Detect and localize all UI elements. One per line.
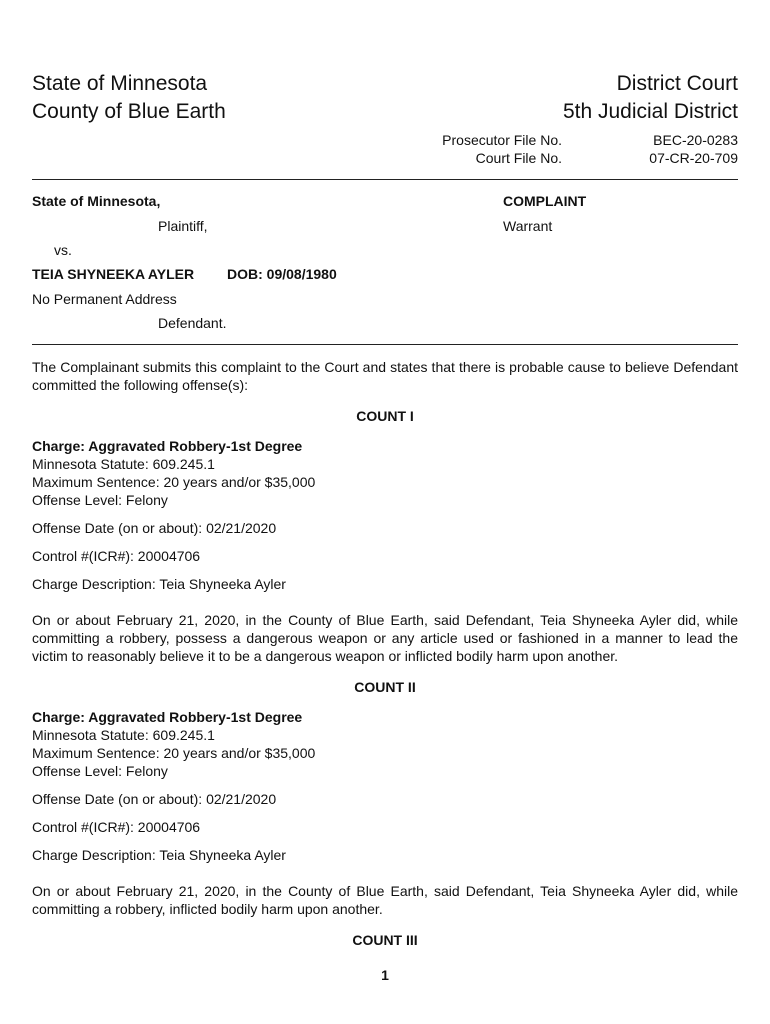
count-1-sentence: Maximum Sentence: 20 years and/or $35,000 <box>32 474 316 490</box>
count-1-title: COUNT I <box>356 408 414 424</box>
count-1-description: Charge Description: Teia Shyneeka Ayler <box>32 576 286 592</box>
defendant-name: TEIA SHYNEEKA AYLER <box>32 266 195 282</box>
prosecutor-file-row <box>428 131 738 149</box>
district-heading: 5th Judicial District <box>562 100 738 123</box>
complaint-intro: The Complainant submits this complaint to the Court and states that there is probable cause to believe Defendant committed the following offense(s): <box>32 359 738 393</box>
count-1-statute: Minnesota Statute: 609.245.1 <box>32 456 215 472</box>
plaintiff-role: Plaintiff, <box>158 218 208 234</box>
count-2-control-number: Control #(ICR#): 20004706 <box>32 819 201 835</box>
court-file-value: 07-CR-20-709 <box>649 150 738 166</box>
court-file-row <box>428 149 738 167</box>
jurisdiction <box>32 70 226 126</box>
court-heading: District Court <box>616 72 738 95</box>
count-2-narrative: On or about February 21, 2020, in the County of Blue Earth, said Defendant, Teia Shyneeka Ayler did, while committing a robbery, inflicted bodily harm upon another. <box>32 883 738 917</box>
prosecutor-file-label: Prosecutor File No. <box>442 132 562 148</box>
count-1-details <box>32 437 738 593</box>
document-subtype: Warrant <box>503 218 553 234</box>
court-info <box>563 70 738 126</box>
versus-label: vs. <box>54 242 72 258</box>
document-type: COMPLAINT <box>503 193 587 209</box>
page-number: 1 <box>381 967 389 983</box>
count-2-sentence: Maximum Sentence: 20 years and/or $35,000 <box>32 745 316 761</box>
count-2-statute: Minnesota Statute: 609.245.1 <box>32 727 215 743</box>
count-2-description: Charge Description: Teia Shyneeka Ayler <box>32 847 286 863</box>
count-2-title: COUNT II <box>354 679 416 695</box>
defendant-address: No Permanent Address <box>32 291 177 307</box>
defendant-dob: DOB: 09/08/1980 <box>227 266 337 282</box>
divider-top <box>32 179 738 180</box>
court-header <box>32 70 738 130</box>
defendant-role: Defendant. <box>158 315 227 331</box>
count-1-charge: Charge: Aggravated Robbery-1st Degree <box>32 438 303 454</box>
count-1-offense-date: Offense Date (on or about): 02/21/2020 <box>32 520 277 536</box>
court-file-label: Court File No. <box>475 150 562 166</box>
count-1-level: Offense Level: Felony <box>32 492 168 508</box>
count-2-charge: Charge: Aggravated Robbery-1st Degree <box>32 709 303 725</box>
state-heading: State of Minnesota <box>32 72 208 95</box>
count-2-level: Offense Level: Felony <box>32 763 168 779</box>
count-1-narrative: On or about February 21, 2020, in the County of Blue Earth, said Defendant, Teia Shyneeka Ayler did, while committing a robbery, possess a dangerous weapon or any article used or fashioned in a manner to lead the victim to reasonably believe it to be a dangerous weapon or inflicted bodily harm upon another. <box>32 612 738 664</box>
divider-bottom <box>32 344 738 345</box>
file-numbers <box>428 131 738 167</box>
county-heading: County of Blue Earth <box>32 100 226 123</box>
count-2-offense-date: Offense Date (on or about): 02/21/2020 <box>32 791 277 807</box>
plaintiff-name: State of Minnesota, <box>32 193 161 209</box>
complaint-page <box>32 0 738 1024</box>
count-2-details <box>32 708 738 864</box>
prosecutor-file-value: BEC-20-0283 <box>653 132 738 148</box>
count-3-title: COUNT III <box>352 932 418 948</box>
count-1-control-number: Control #(ICR#): 20004706 <box>32 548 201 564</box>
